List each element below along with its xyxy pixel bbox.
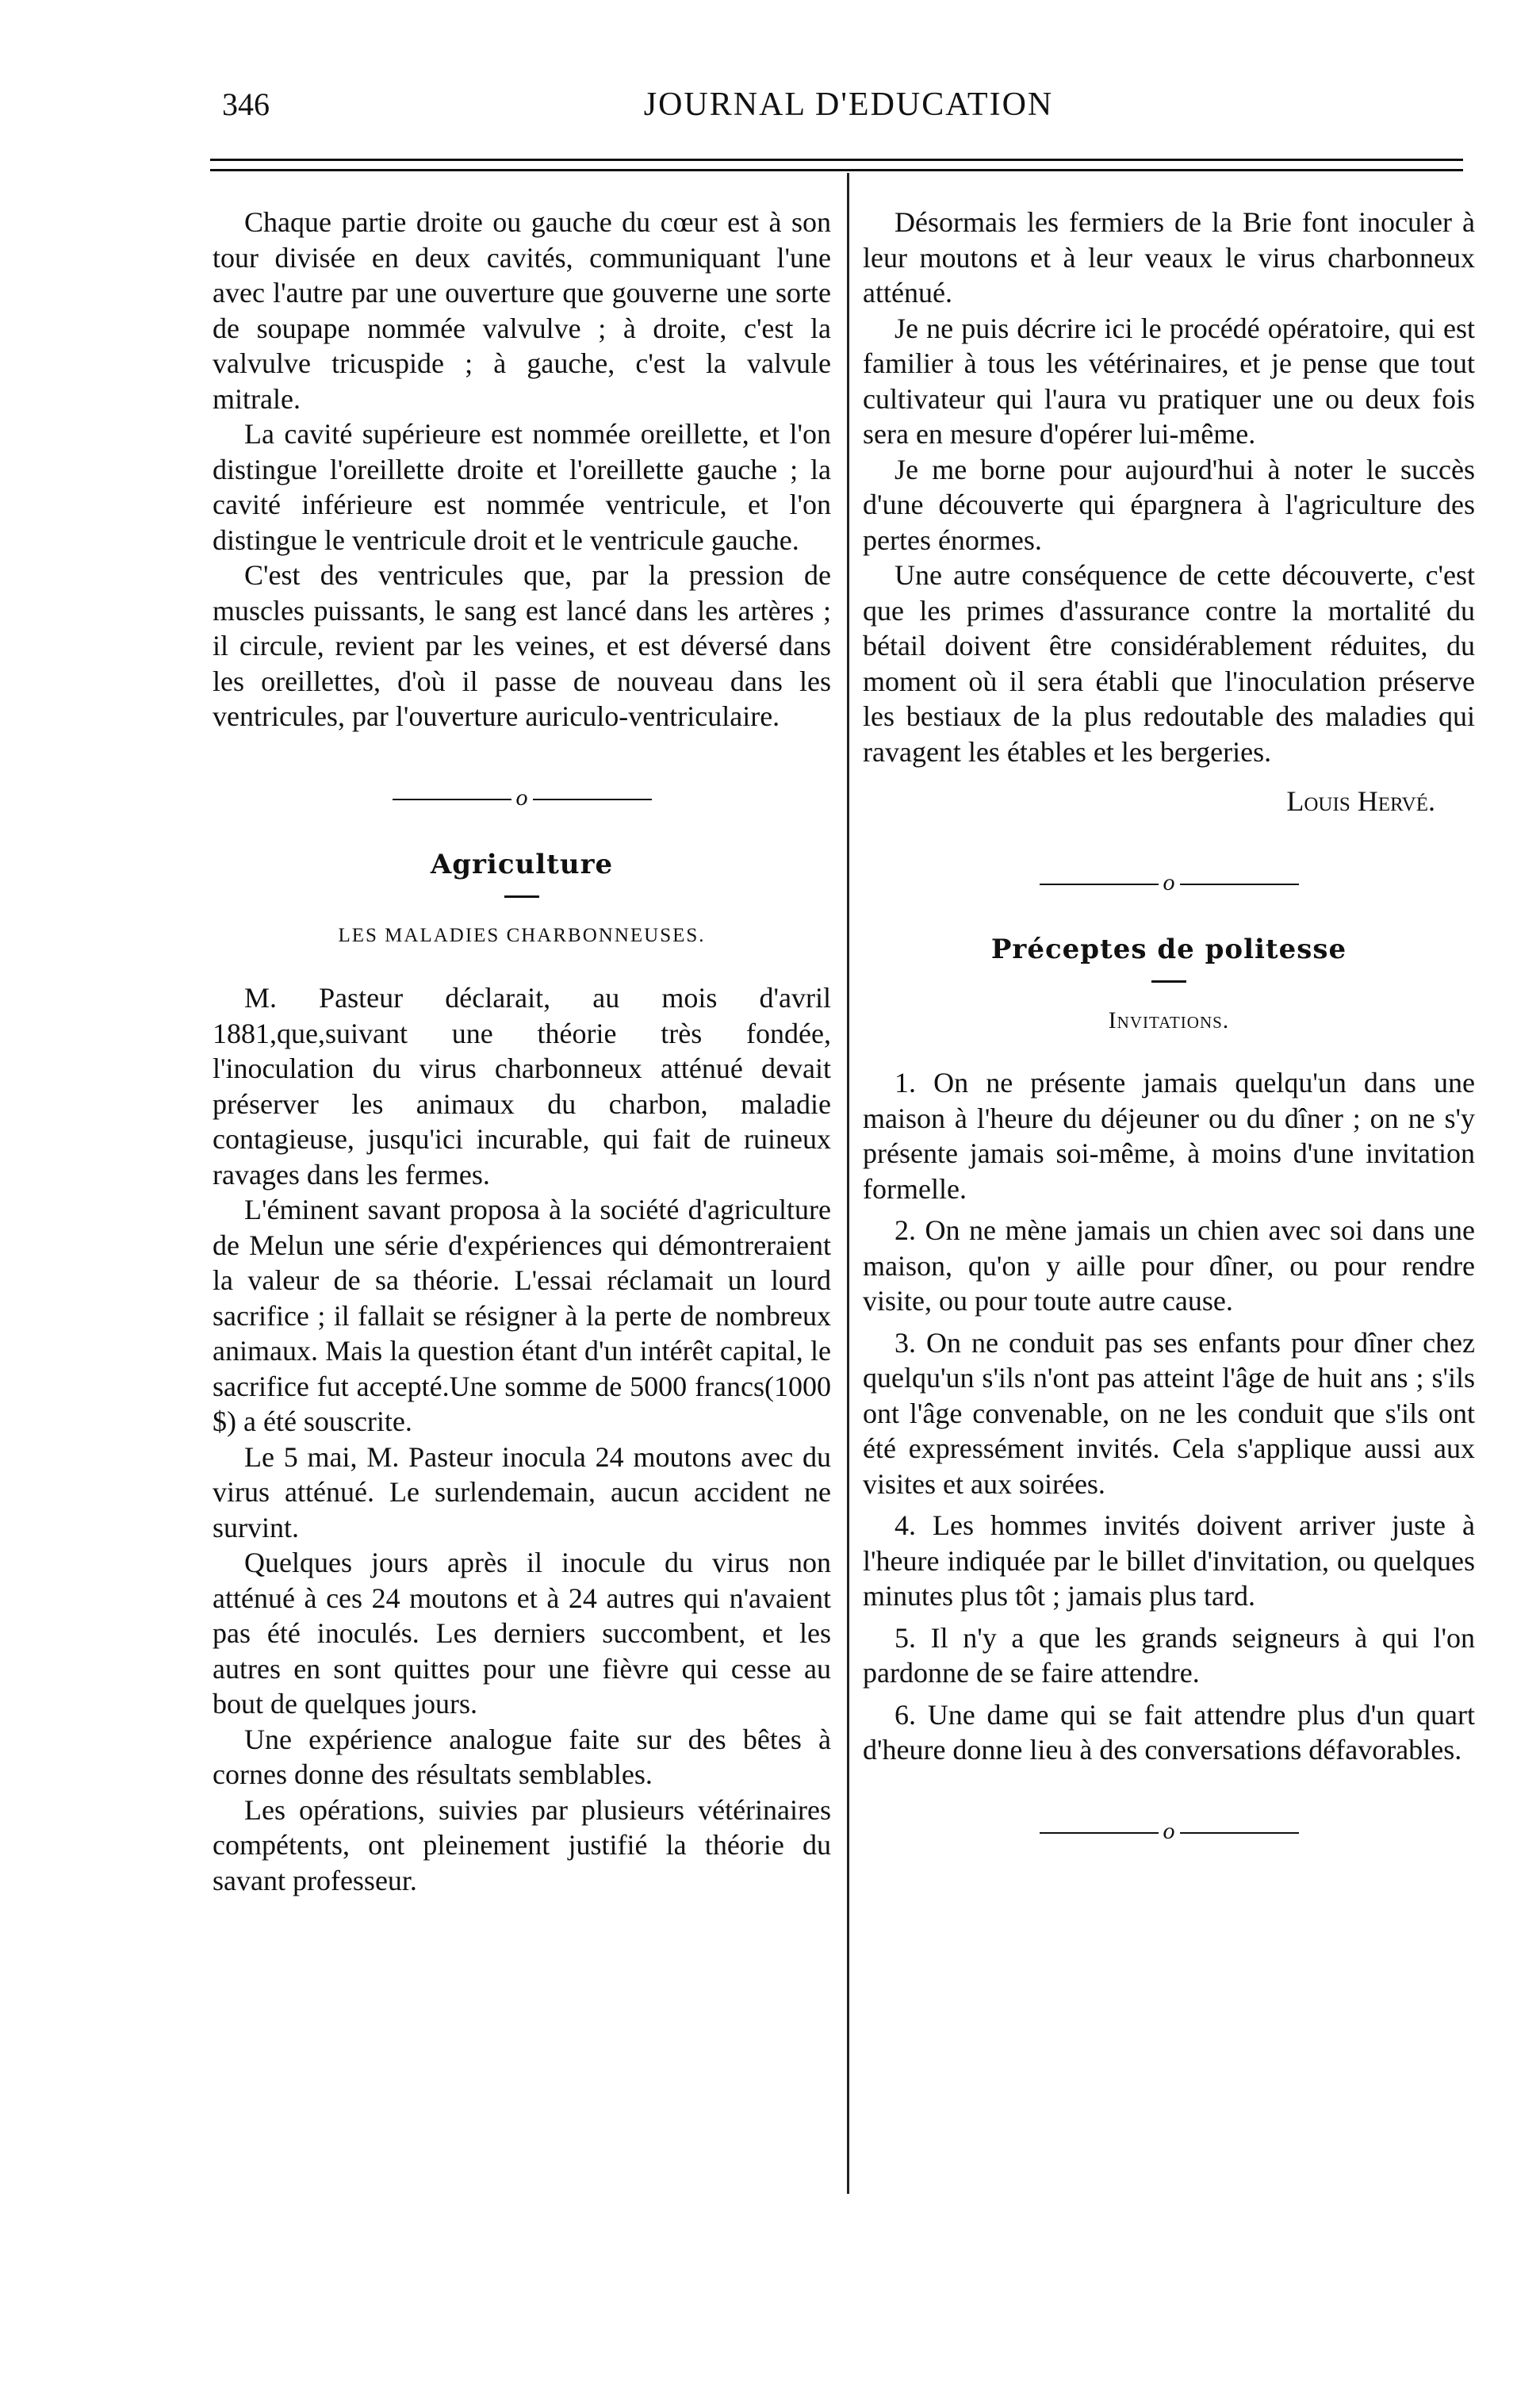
paragraph: Je me borne pour aujourd'hui à noter le succès d'une découverte qui épargnera à l'agriculture des pertes énormes. [863,453,1475,556]
header-rule-bottom [210,169,1463,171]
title-dash [504,895,539,898]
section-title-politesse: Préceptes de politesse [990,934,1347,965]
paragraph: L'éminent savant proposa à la société d'agriculture de Melun une série d'expériences qui démontreraient la valeur de sa théorie. L'essai réclamait un lourd sacrifice ; il fallait se résigner à la perte de nombreux animaux. Mais la question étant d'un intérêt capital, le sacrifice fut accepté.Une somme de 5000 francs(1000 $) a été souscrite. [213,1194,831,1437]
section-subtitle: Invitations. [1108,1007,1230,1033]
separator-dash [1180,1832,1299,1834]
list-item: 1. On ne présente jamais quelqu'un dans une maison à l'heure du déjeuner ou du dîner ; on ne s'y présente jamais soi-même, à moins d'une invitation formelle. [863,1067,1475,1205]
list-item: 4. Les hommes invités doivent arriver juste à l'heure indiquée par le billet d'invitation, ou quelques minutes plus tôt ; jamais plus tard. [863,1509,1475,1612]
paragraph: Désormais les fermiers de la Brie font inoculer à leur moutons et à leur veaux le virus charbonneux atténué. [863,206,1475,309]
title-dash [1151,980,1186,983]
paragraph: Chaque partie droite ou gauche du cœur est à son tour divisée en deux cavités, communiquant l'une avec l'autre par une ouverture que gouverne une sorte de soupape nommée valvulve ; à droite, c'est la valvulve tricuspide ; à gauche, c'est la valvule mitrale. [213,206,831,415]
column-divider [847,173,849,2194]
list-item: 6. Une dame qui se fait attendre plus d'un quart d'heure donne lieu à des conversations défavorables. [863,1698,1475,1766]
separator-mark: o [515,784,528,811]
separator-dash [1040,1832,1159,1834]
separator-dash [393,799,511,800]
section-separator [863,865,1475,901]
section-title-agriculture: Agriculture [430,849,614,880]
running-head: JOURNAL D'EDUCATION [643,86,1054,123]
header-rule-top [210,159,1463,161]
list-item: 2. On ne mène jamais un chien avec soi dans une maison, qu'on y aille pour dîner, ou pour rendre visite, ou pour toute autre cause. [863,1214,1475,1317]
paragraph: Le 5 mai, M. Pasteur inocula 24 moutons avec du virus atténué. Le surlendemain, aucun accident ne survint. [213,1440,831,1543]
separator-mark: o [1163,868,1175,895]
paragraph: La cavité supérieure est nommée oreillette, et l'on distingue l'oreillette droite et l'oreillette gauche ; la cavité inférieure est nommée ventricule, et l'on distingue le ventricule droit et le ventricule gauche. [213,418,831,556]
list-item: 5. Il n'y a que les grands seigneurs à qui l'on pardonne de se faire attendre. [863,1621,1475,1689]
paragraph: Je ne puis décrire ici le procédé opératoire, qui est familier à tous les vétérinaires, et je pense que tout cultivateur qui l'aura vu pratiquer une ou deux fois sera en mesure d'opérer lui-même. [863,312,1475,450]
paragraph: M. Pasteur déclarait, au mois d'avril 1881,que,suivant une théorie très fondée, l'inoculation du virus charbonneux atténué devait préserver les animaux du charbon, maladie contagieuse, jusqu'ici incurable, qui fait de ruineux ravages dans les fermes. [213,982,831,1191]
paragraph: Quelques jours après il inocule du virus non atténué à ces 24 moutons et à 24 autres qui n'avaient pas été inoculés. Les derniers succombent, et les autres en sont quittes pour une fièvre qui cesse au bout de quelques jours. [213,1547,831,1720]
separator-dash [533,799,652,800]
list-item: 3. On ne conduit pas ses enfants pour dîner chez quelqu'un s'ils n'ont pas atteint l'âge de huit ans ; s'ils ont l'âge convenable, on ne les conduit que s'ils ont été expressément invités. Cela s'applique aussi aux visites et aux soirées. [863,1326,1475,1500]
separator-dash [1180,884,1299,885]
paragraph: C'est des ventricules que, par la pression de muscles puissants, le sang est lancé dans les artères ; il circule, revient par les veines, et est déversé dans les oreillettes, d'où il passe de nouveau dans les ventricules, par l'ouverture auriculo-ventriculaire. [213,559,831,732]
numbered-list [863,1065,1475,1768]
right-column [863,205,1475,1881]
separator-mark: o [1163,1817,1175,1844]
section-subtitle: LES MALADIES CHARBONNEUSES. [338,924,706,946]
section-separator [213,780,831,816]
left-column [213,205,831,1898]
paragraph: Une autre conséquence de cette découverte, c'est que les primes d'assurance contre la mortalité du bétail doivent être considérablement réduites, du moment où il sera établi que l'inoculation préserve les bestiaux de la plus redoutable des maladies qui ravagent les étables et les bergeries. [863,559,1475,768]
page-header [214,86,1483,133]
author-signature: Louis Hervé. [1286,785,1435,817]
paragraph: Les opérations, suivies par plusieurs vétérinaires compétents, ont pleinement justifié la théorie du savant professeur. [213,1793,831,1896]
separator-dash [1040,884,1159,885]
page-number: 346 [222,86,270,122]
section-separator [863,1814,1475,1850]
paragraph: Une expérience analogue faite sur des bêtes à cornes donne des résultats semblables. [213,1723,831,1790]
